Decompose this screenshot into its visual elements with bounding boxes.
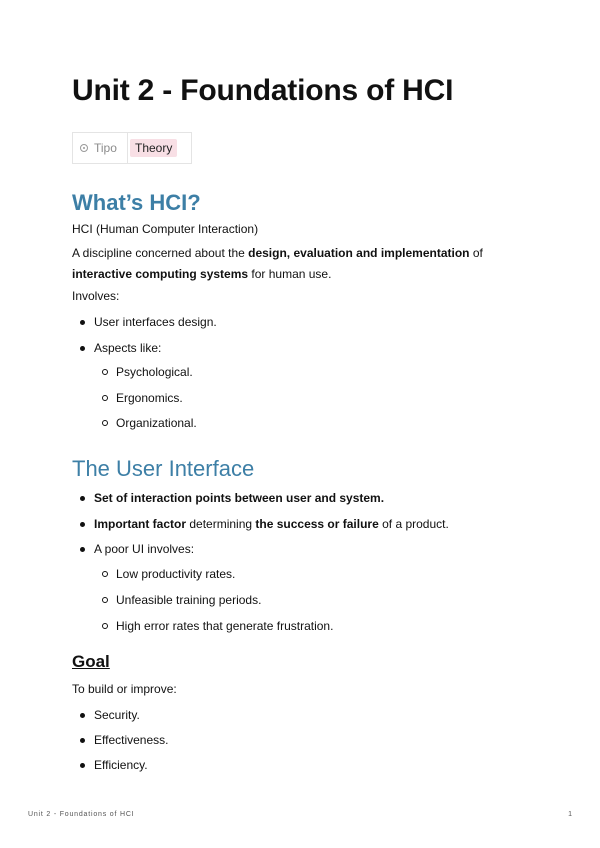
list-item: A poor UI involves: — [94, 542, 195, 556]
section-heading-whats-hci: What’s HCI? — [72, 190, 201, 215]
list-item: Security. — [94, 708, 140, 722]
goal-intro: To build or improve: — [72, 682, 177, 696]
page-title: Unit 2 - Foundations of HCI — [72, 74, 454, 107]
sub-list-item: Psychological. — [116, 365, 193, 379]
select-property-icon — [80, 144, 88, 152]
sub-list-item: Ergonomics. — [116, 391, 183, 405]
section-heading-user-interface: The User Interface — [72, 456, 255, 481]
property-divider — [127, 133, 128, 163]
sub-list-item: Organizational. — [116, 416, 197, 430]
list-item: Aspects like: — [94, 341, 162, 355]
page-number: 1 — [568, 811, 572, 818]
hci-definition: A discipline concerned about the design, evaluation and implementation of interactive computing systems for human use. — [72, 246, 483, 281]
property-row — [72, 132, 192, 164]
property-tag: Theory — [130, 139, 177, 157]
property-label: Tipo — [94, 141, 117, 155]
hci-subtitle: HCI (Human Computer Interaction) — [72, 222, 259, 236]
footer-title: Unit 2 - Foundations of HCI — [28, 811, 135, 818]
sub-list-item: Low productivity rates. — [116, 567, 236, 581]
list-item: Set of interaction points between user and system. — [94, 491, 385, 505]
section-heading-goal: Goal — [72, 652, 110, 671]
involves-label: Involves: — [72, 289, 120, 303]
sub-list-item: High error rates that generate frustration. — [116, 619, 334, 633]
sub-list-item: Unfeasible training periods. — [116, 593, 262, 607]
list-item: Effectiveness. — [94, 733, 169, 747]
list-item: User interfaces design. — [94, 315, 217, 329]
list-item: Efficiency. — [94, 758, 148, 772]
list-item: Important factor determining the success or failure of a product. — [94, 517, 449, 531]
